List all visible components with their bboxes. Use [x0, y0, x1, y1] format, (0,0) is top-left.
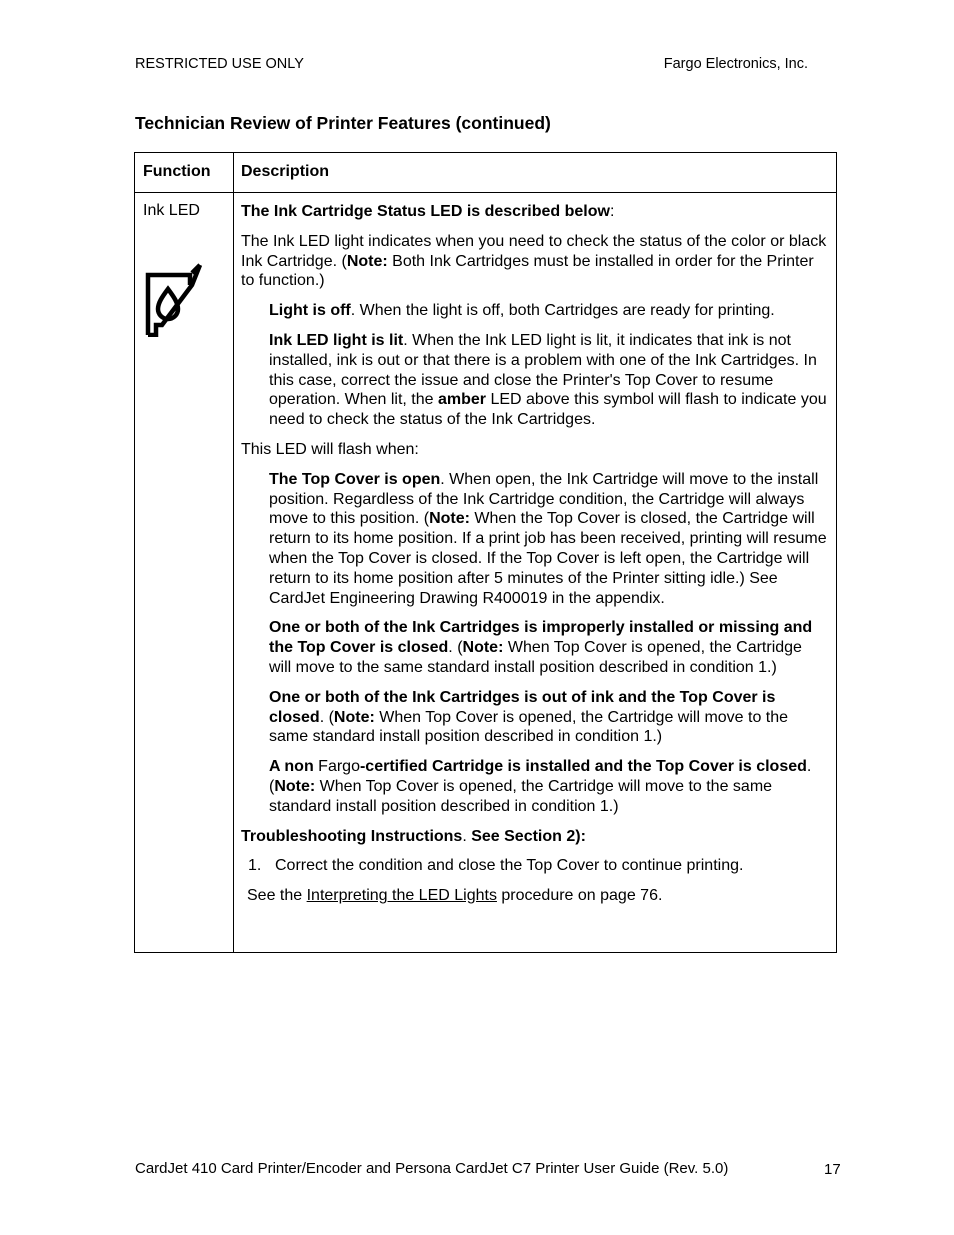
ink-cartridge-drop-icon — [144, 263, 202, 337]
condition-out-of-ink: One or both of the Ink Cartridges is out of ink and the Top Cover is closed. (Note: When Top Cover is opened, the Cartridge will move to the same standard install position described in condition 1.) — [269, 688, 789, 746]
troubleshooting-step — [241, 856, 828, 876]
column-divider — [233, 153, 234, 952]
condition-top-cover-open: The Top Cover is open. When open, the Ink Cartridge will move to the install position. Regardless of the Ink Cartridge condition, the Cartridge will always move to this position. (Note: When the Top Cover is closed, the Cartridge will return to its home position. If a print job has been received, printing will resume when the Top Cover is closed. If the Top Cover is left open, the Cartridge will return to its home position after 5 minutes of the Printer sitting idle.) See CardJet Engineering Drawing R400019 in the appendix. — [269, 470, 827, 607]
see-reference: See the Interpreting the LED Lights procedure on page 76. — [247, 887, 663, 905]
features-table — [134, 152, 837, 953]
header-left: RESTRICTED USE ONLY — [135, 56, 304, 72]
condition-improperly-installed: One or both of the Ink Cartridges is improperly installed or missing and the Top Cover is closed. (Note: When Top Cover is opened, the Cartridge will move to the same standard install position described in condition 1.) — [269, 619, 813, 676]
light-lit-paragraph: Ink LED light is lit. When the Ink LED light is lit, it indicates that ink is not installed, ink is out or that there is a problem with one of the Ink Cartridges. In this case, correct the issue and close the Printer's Top Cover to resume operation. When lit, the amber LED above this symbol will flash to indicate you need to check the status of the Ink Cartridges. — [269, 331, 827, 429]
condition-non-certified: A non Fargo-certified Cartridge is installed and the Top Cover is closed. (Note: When Top Cover is opened, the Cartridge will move to the same standard install position described in condition 1.) — [269, 758, 812, 815]
section-title: Technician Review of Printer Features (continued) — [135, 113, 551, 133]
header-right: Fargo Electronics, Inc. — [663, 56, 808, 72]
header-divider — [135, 192, 836, 193]
page-number: 17 — [824, 1161, 841, 1178]
footer-title: CardJet 410 Card Printer/Encoder and Persona CardJet C7 Printer User Guide (Rev. 5.0) — [135, 1160, 729, 1177]
status-led-heading: The Ink Cartridge Status LED is described below: — [241, 203, 615, 220]
troubleshooting-heading: Troubleshooting Instructions. See Section 2): — [241, 827, 586, 845]
step-text: Correct the condition and close the Top Cover to continue printing. — [275, 857, 744, 875]
flash-intro: This LED will flash when: — [241, 440, 419, 458]
function-name: Ink LED — [143, 202, 200, 219]
intro-paragraph: The Ink LED light indicates when you need to check the status of the color or black Ink Cartridge. (Note: Both Ink Cartridges must be installed in order for the Printer to function.) — [241, 232, 827, 290]
light-off-paragraph: Light is off. When the light is off, both Cartridges are ready for printing. — [269, 302, 775, 320]
description-cell — [241, 202, 828, 906]
column-header-description: Description — [241, 163, 330, 180]
column-header-function: Function — [143, 163, 211, 180]
step-number: 1. — [248, 857, 262, 875]
interpreting-led-lights-link[interactable]: Interpreting the LED Lights — [306, 887, 497, 905]
